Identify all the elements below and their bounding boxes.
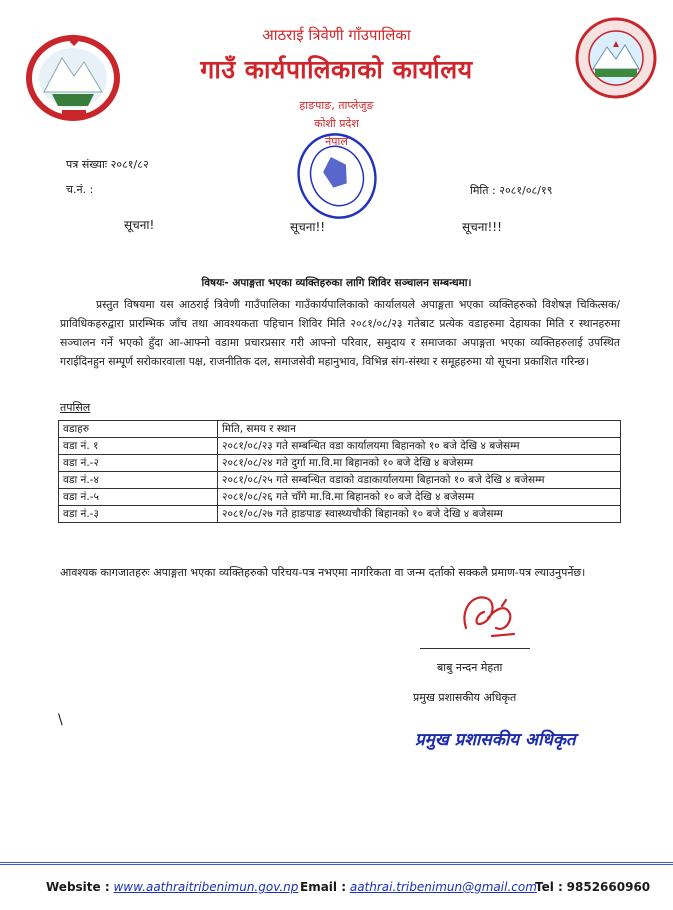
ward-cell: वडा नं.-५ (59, 489, 218, 506)
letter-date: मिति : २०८१/०८/१९ (470, 184, 553, 197)
municipality-name: आठराई त्रिवेणी गाँउपालिका (262, 26, 411, 44)
subject-line: विषयः- अपाङ्गता भएका व्यक्तिहरुका लागि शिविर सञ्चालन सम्बन्धमा। (201, 277, 472, 289)
tel-number: 9852660960 (566, 880, 651, 894)
table-row (59, 489, 621, 506)
website-label: Website : (46, 880, 110, 894)
header-date-time-place: मिति, समय र स्थान (218, 421, 621, 438)
designation-stamp: प्रमुख प्रशासकीय अधिकृत (415, 730, 576, 750)
tel-label: Tel : (535, 880, 563, 894)
letter-number: पत्र संख्याः २०८१/८२ (66, 158, 149, 171)
ward-cell: वडा नं.-३ (59, 506, 218, 523)
signer-title: प्रमुख प्रशासकीय अधिकृत (413, 691, 517, 704)
address-line-3: नेपाल (325, 135, 348, 148)
notice-body: प्रस्तुत विषयमा यस आठराई त्रिवेणी गाउँपालिका गाउँकार्यपालिकाको कार्यालयले अपाङ्गता भएका व्यक्तिहरुको विशेषज्ञ चिकित्सक/प्राविधिकहरुद्वारा प्रारम्भिक जाँच तथा आवश्यकता पहिचान शिविर मिति २०८१/०८/२३ गतेबाट प्रत्येक वडाहरुमा देहायका मिति र स्थानहरुमा सञ्चालन गर्ने भएको हुँदा आ-आफ्नो वडामा प्रचारप्रसार गरी आफ्नो परिवार, समुदाय र समाजका अपाङ्गता भएका व्यक्तिहरुलाई उपस्थित गराईदिनहुन सम्पूर्ण सरोकारवाला पक्ष, राजनीतिक दल, समाजसेवी महानुभाव, विभिन्न संग-संस्था र समूहहरुमा यो सूचना प्रकाशित गरिन्छ। (60, 298, 620, 368)
office-name: गाउँ कार्यपालिकाको कार्यालय (200, 55, 473, 84)
signature-icon (452, 588, 524, 646)
table-header-row (59, 421, 621, 438)
signer-name: बाबु नन्दन मेहता (437, 661, 503, 674)
website-link[interactable]: www.aathraitribenimun.gov.np (113, 880, 299, 894)
table-row (59, 472, 621, 489)
footer-phone (535, 880, 650, 894)
email-link[interactable]: aathrai.tribenimun@gmail.com (349, 880, 537, 894)
email-label: Email : (300, 880, 347, 894)
schedule-cell: २०८१/०८/२५ गते सम्बन्धित वडाको वडाकार्यालयमा बिहानको १० बजे देखि ४ बजेसम्म (218, 472, 621, 489)
footer-website (46, 880, 298, 894)
footer-divider (0, 862, 673, 865)
header-ward: वडाहरु (59, 421, 218, 438)
notice-heading-2: सूचना!! (290, 220, 326, 234)
office-stamp-icon (292, 128, 382, 224)
stray-mark: \ (58, 712, 63, 728)
schedule-cell: २०८१/०८/२६ गते चाँगे मा.वि.मा बिहानको १० बजे देखि ४ बजेसम्म (218, 489, 621, 506)
schedule-cell: २०८१/०८/२३ गते सम्बन्धित वडा कार्यालयमा बिहानको १० बजे देखि ४ बजेसम्म (218, 438, 621, 455)
table-row (59, 438, 621, 455)
required-documents: आवश्यक कागजातहरुः अपाङ्गता भएका व्यक्तिहरुको परिचय-पत्र नभएमा नागरिकता वा जन्म दर्ताको सक्कलै प्रमाण-पत्र ल्याउनुपर्नेछ। (60, 566, 586, 579)
schedule-cell: २०८१/०८/२७ गते हाङपाङ स्वास्थ्यचौकी बिहानको १० बजे देखि ४ बजेसम्म (218, 506, 621, 523)
table-row (59, 455, 621, 472)
ward-cell: वडा नं. १ (59, 438, 218, 455)
schedule-table (58, 420, 621, 523)
dispatch-number: च.नं. : (66, 183, 94, 196)
ward-cell: वडा नं.-४ (59, 472, 218, 489)
address-line-1: हाङपाङ, ताप्लेजुङ (299, 99, 374, 112)
signature-line (420, 648, 530, 649)
address-line-2: कोशी प्रदेश (314, 117, 359, 130)
ward-cell: वडा नं.-२ (59, 455, 218, 472)
notice-heading-3: सूचना!!! (462, 220, 502, 234)
schedule-title: तपसिल (60, 401, 91, 414)
footer-email (300, 880, 537, 894)
table-row (59, 506, 621, 523)
notice-heading-1: सूचना! (124, 218, 155, 232)
schedule-cell: २०८१/०८/२४ गते दुर्गा मा.वि.मा बिहानको १० बजे देखि ४ बजेसम्म (218, 455, 621, 472)
